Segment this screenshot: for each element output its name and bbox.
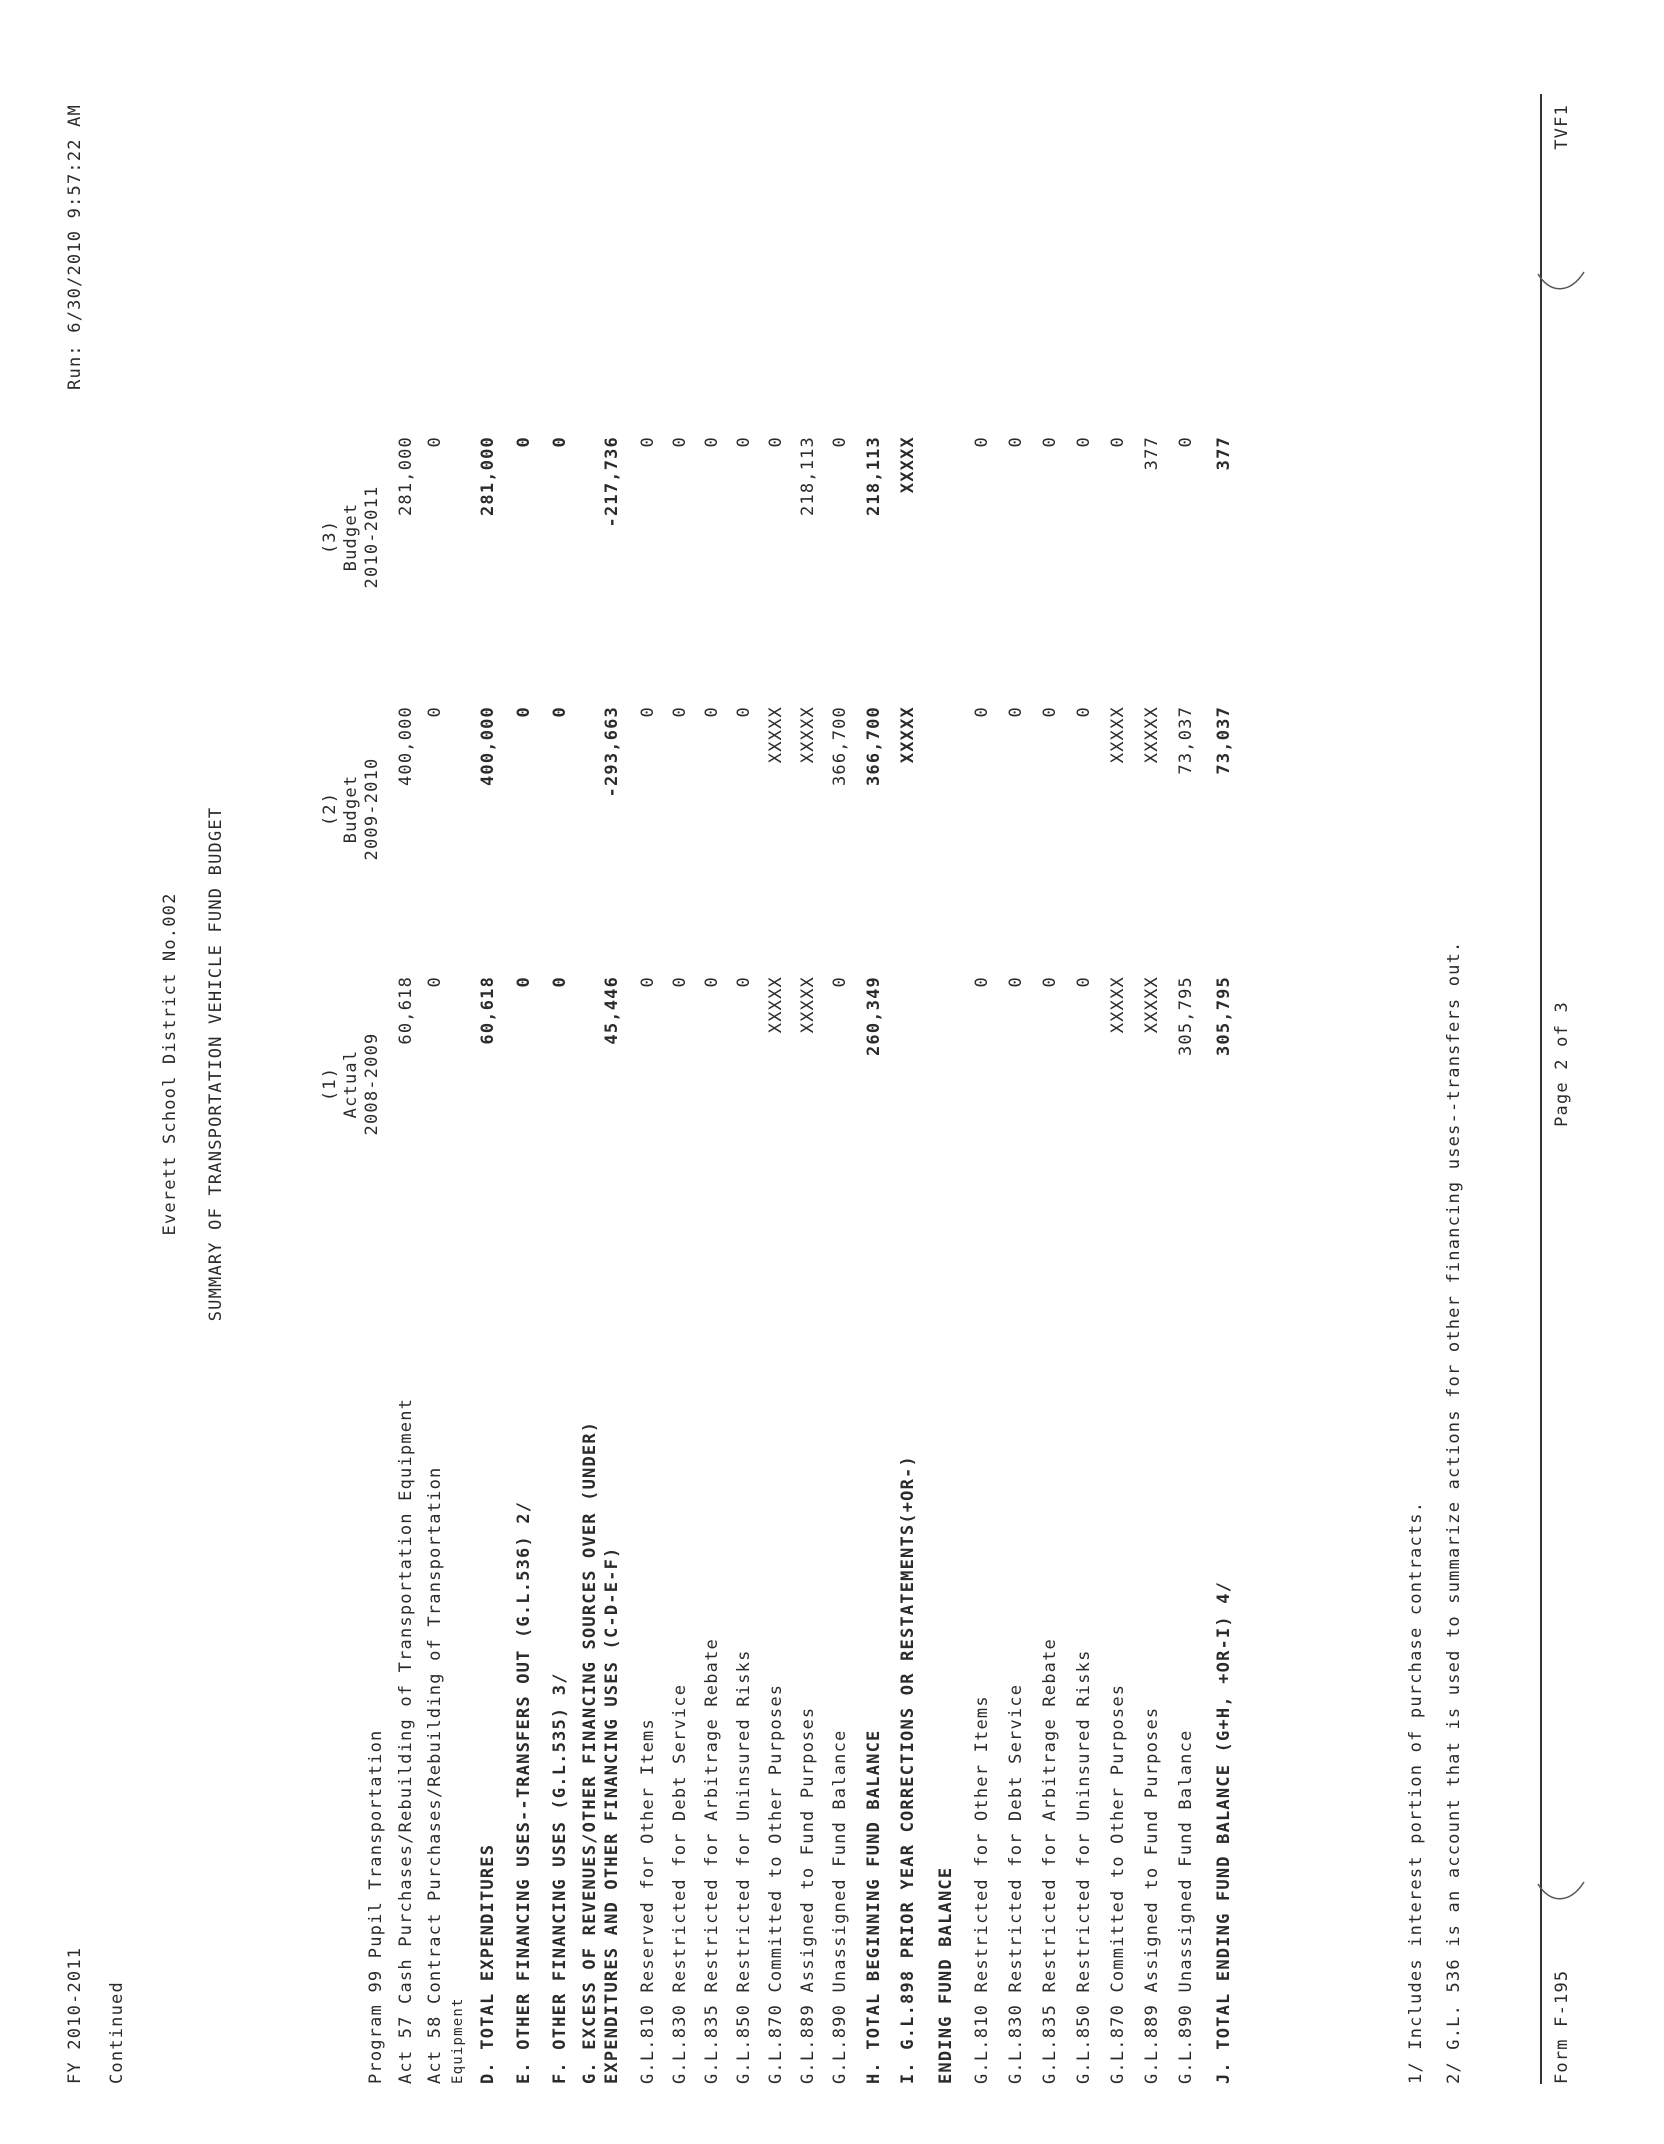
row-label: G. EXCESS OF REVENUES/OTHER FINANCING SOURCES OVER (UNDER) [580,1420,600,2084]
row-label: EXPENDITURES AND OTHER FINANCING USES (C-D-E-F) [602,1546,622,2084]
value-actual-2008-2009: XXXXX [798,976,818,1034]
value-actual-2008-2009: 0 [702,976,722,988]
value-budget-2010-2011: 0 [734,436,754,448]
table-row [734,0,756,2144]
value-budget-2009-2010: 366,700 [864,706,884,787]
value-budget-2010-2011: 0 [514,436,534,448]
row-label: Equipment [450,1997,466,2084]
table-row [936,0,958,2144]
value-actual-2008-2009: 0 [734,976,754,988]
report-title: SUMMARY OF TRANSPORTATION VEHICLE FUND BUDGET [206,806,226,1322]
row-label: G.L.889 Assigned to Fund Purposes [798,1706,818,2084]
row-label: Act 58 Contract Purchases/Rebuilding of Transportation [425,1466,445,2084]
table-row [478,0,500,2144]
table-row [972,0,994,2144]
value-budget-2010-2011: 218,113 [798,436,818,517]
table-row [1214,0,1236,2144]
table-row [550,0,572,2144]
value-actual-2008-2009: 0 [1040,976,1060,988]
value-budget-2010-2011: 0 [972,436,992,448]
column-number: (2) [320,791,340,827]
value-actual-2008-2009: 260,349 [864,976,884,1057]
table-row [580,0,602,2144]
value-budget-2010-2011: 0 [1006,436,1026,448]
value-budget-2009-2010: 0 [1006,706,1026,718]
row-label: I. G.L.898 PRIOR YEAR CORRECTIONS OR RESTATEMENTS(+OR-) [898,1455,918,2084]
row-label: G.L.830 Restricted for Debt Service [670,1683,690,2084]
value-budget-2009-2010: -293,663 [602,706,622,798]
column-number: (1) [320,1066,340,1102]
column-years: 2008-2009 [362,1032,382,1136]
row-label: F. OTHER FINANCING USES (G.L.535) 3/ [550,1672,570,2084]
table-row [1040,0,1062,2144]
row-label: G.L.830 Restricted for Debt Service [1006,1683,1026,2084]
value-budget-2009-2010: 73,037 [1176,706,1196,775]
value-budget-2009-2010: 0 [1040,706,1060,718]
value-actual-2008-2009: 0 [550,976,570,988]
row-label: G.L.870 Committed to Other Purposes [766,1683,786,2084]
value-budget-2009-2010: 0 [1074,706,1094,718]
footnote-1: 1/ Includes interest portion of purchase contracts. [1406,1500,1426,2084]
value-actual-2008-2009: 0 [425,976,445,988]
value-budget-2010-2011: 0 [766,436,786,448]
value-budget-2010-2011: 0 [1074,436,1094,448]
form-code: TVF1 [1552,104,1572,150]
row-label: G.L.889 Assigned to Fund Purposes [1142,1706,1162,2084]
row-label: Program 99 Pupil Transportation [366,1729,386,2084]
value-budget-2010-2011: 0 [638,436,658,448]
district-name: Everett School District No.002 [160,892,180,1236]
value-budget-2010-2011: 0 [1108,436,1128,448]
value-actual-2008-2009: 0 [830,976,850,988]
table-row [514,0,536,2144]
value-budget-2010-2011: 0 [702,436,722,448]
value-budget-2010-2011: 377 [1214,436,1234,471]
value-budget-2009-2010: XXXXX [1142,706,1162,764]
value-actual-2008-2009: 305,795 [1176,976,1196,1057]
row-label: G.L.850 Restricted for Uninsured Risks [734,1649,754,2084]
table-row [366,0,388,2144]
footer-rule [1540,94,1542,2084]
run-timestamp: Run: 6/30/2010 9:57:22 AM [65,104,85,390]
value-budget-2009-2010: XXXXX [766,706,786,764]
value-budget-2010-2011: 281,000 [478,436,498,517]
table-row [766,0,788,2144]
value-actual-2008-2009: 45,446 [602,976,622,1045]
table-row [1142,0,1164,2144]
value-budget-2009-2010: XXXXX [898,706,918,764]
value-budget-2010-2011: 377 [1142,436,1162,471]
table-row [798,0,820,2144]
value-budget-2010-2011: 0 [550,436,570,448]
fiscal-year: FY 2010-2011 [65,1946,85,2084]
table-row [638,0,660,2144]
table-row [1176,0,1198,2144]
value-budget-2009-2010: 0 [638,706,658,718]
value-actual-2008-2009: 0 [514,976,534,988]
table-row [898,0,920,2144]
value-actual-2008-2009: 0 [638,976,658,988]
value-budget-2010-2011: 0 [1176,436,1196,448]
value-actual-2008-2009: 60,618 [396,976,416,1045]
value-budget-2009-2010: 366,700 [830,706,850,787]
value-budget-2009-2010: 400,000 [478,706,498,787]
value-budget-2009-2010: 0 [550,706,570,718]
value-actual-2008-2009: 0 [1074,976,1094,988]
value-actual-2008-2009: 60,618 [478,976,498,1045]
table-row [830,0,852,2144]
value-budget-2010-2011: -217,736 [602,436,622,528]
continued-label: Continued [107,1981,127,2084]
row-label: G.L.810 Reserved for Other Items [638,1718,658,2084]
table-row [864,0,886,2144]
table-row [396,0,418,2144]
row-label: Act 57 Cash Purchases/Rebuilding of Transportation Equipment [396,1397,416,2084]
value-actual-2008-2009: 0 [972,976,992,988]
row-label: G.L.890 Unassigned Fund Balance [830,1729,850,2084]
value-budget-2009-2010: 73,037 [1214,706,1234,775]
row-label: G.L.835 Restricted for Arbitrage Rebate [1040,1638,1060,2084]
pen-mark-right [1530,264,1590,304]
value-budget-2009-2010: 0 [514,706,534,718]
column-years: 2009-2010 [362,757,382,861]
value-budget-2010-2011: 0 [425,436,445,448]
row-label: D. TOTAL EXPENDITURES [478,1843,498,2084]
row-label: ENDING FUND BALANCE [936,1866,956,2084]
row-label: G.L.890 Unassigned Fund Balance [1176,1729,1196,2084]
value-budget-2009-2010: XXXXX [1108,706,1128,764]
column-years: 2010-2011 [362,485,382,589]
value-budget-2009-2010: 400,000 [396,706,416,787]
row-label: H. TOTAL BEGINNING FUND BALANCE [864,1729,884,2084]
table-row [425,0,447,2144]
page-number: Page 2 of 3 [1552,1001,1572,1127]
value-actual-2008-2009: XXXXX [766,976,786,1034]
value-budget-2010-2011: 218,113 [864,436,884,517]
value-actual-2008-2009: 0 [1006,976,1026,988]
value-budget-2009-2010: 0 [425,706,445,718]
value-budget-2010-2011: 0 [830,436,850,448]
value-budget-2009-2010: XXXXX [798,706,818,764]
column-type: Actual [341,1049,361,1119]
row-label: G.L.810 Restricted for Other Items [972,1695,992,2084]
form-number: Form F-195 [1552,1969,1572,2084]
value-actual-2008-2009: 305,795 [1214,976,1234,1057]
table-row [670,0,692,2144]
table-row [1108,0,1130,2144]
pen-mark-left [1530,1874,1590,1914]
value-actual-2008-2009: 0 [670,976,690,988]
value-actual-2008-2009: XXXXX [1142,976,1162,1034]
value-budget-2010-2011: 281,000 [396,436,416,517]
table-row [450,0,472,2144]
value-actual-2008-2009: XXXXX [1108,976,1128,1034]
column-type: Budget [341,774,361,844]
table-row [1006,0,1028,2144]
table-row [702,0,724,2144]
row-label: J. TOTAL ENDING FUND BALANCE (G+H, +OR-I) 4/ [1214,1580,1234,2084]
row-label: E. OTHER FINANCING USES--TRANSFERS OUT (G.L.536) 2/ [514,1500,534,2084]
table-row [1074,0,1096,2144]
value-budget-2009-2010: 0 [702,706,722,718]
value-budget-2010-2011: 0 [670,436,690,448]
footnote-2: 2/ G.L. 536 is an account that is used to summarize actions for other financing uses--transfers out. [1444,940,1464,2084]
row-label: G.L.835 Restricted for Arbitrage Rebate [702,1638,722,2084]
row-label: G.L.870 Committed to Other Purposes [1108,1683,1128,2084]
row-label: G.L.850 Restricted for Uninsured Risks [1074,1649,1094,2084]
column-type: Budget [341,502,361,572]
value-budget-2009-2010: 0 [972,706,992,718]
value-budget-2010-2011: XXXXX [898,436,918,494]
value-budget-2009-2010: 0 [670,706,690,718]
value-budget-2010-2011: 0 [1040,436,1060,448]
column-number: (3) [320,519,340,555]
table-row [602,0,624,2144]
value-budget-2009-2010: 0 [734,706,754,718]
